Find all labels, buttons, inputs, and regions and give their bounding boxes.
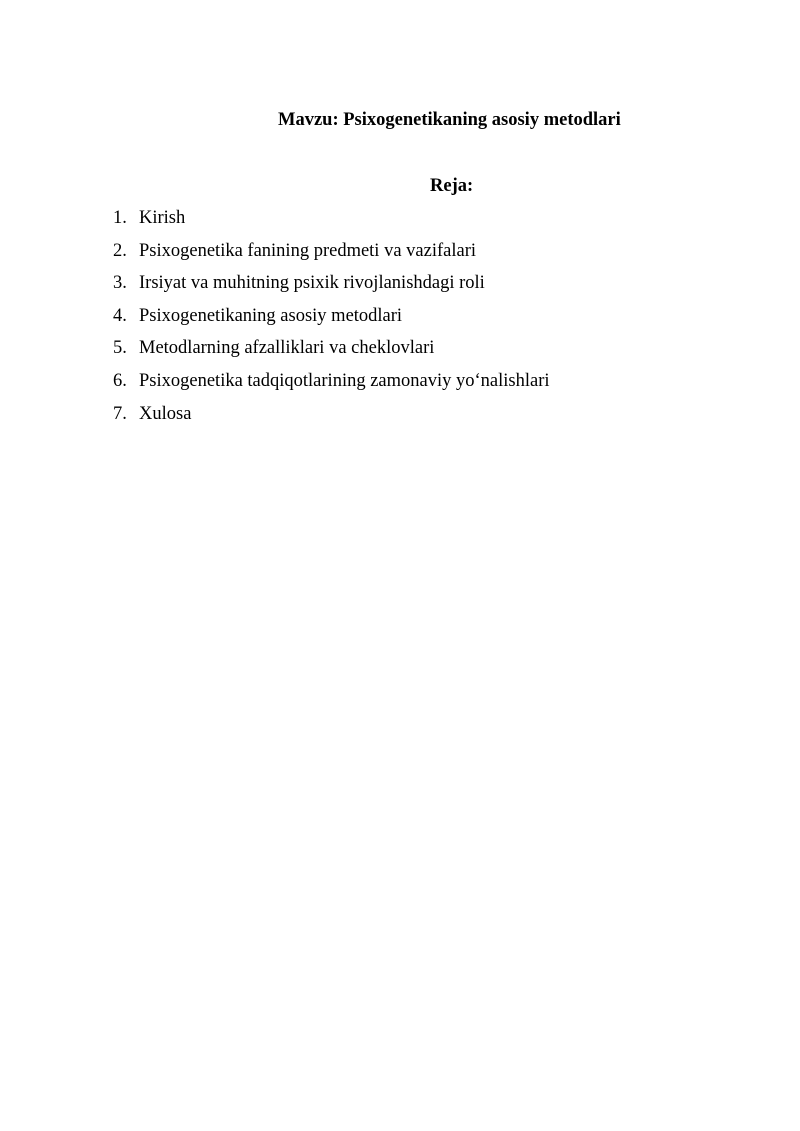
list-item-text: Irsiyat va muhitning psixik rivojlanishdagi roli — [139, 273, 485, 294]
list-item — [113, 304, 550, 337]
list-item-number: 3. — [113, 273, 127, 294]
list-item — [113, 271, 550, 304]
list-item — [113, 369, 550, 402]
list-item-text: Kirish — [139, 208, 186, 228]
list-item-text: Xulosa — [139, 403, 192, 424]
list-item-text: Metodlarning afzalliklari va cheklovlari — [139, 338, 435, 359]
document-title: Mavzu: Psixogenetikaning asosiy metodlari — [278, 110, 621, 130]
list-item-text: Psixogenetikaning asosiy metodlari — [139, 305, 403, 326]
list-item-number: 1. — [113, 208, 127, 228]
list-item — [113, 206, 550, 239]
list-item — [113, 402, 550, 435]
list-item-number: 4. — [113, 305, 127, 326]
list-item — [113, 336, 550, 369]
list-item-number: 2. — [113, 240, 127, 261]
plan-heading: Reja: — [430, 176, 474, 196]
list-item-number: 7. — [113, 403, 127, 424]
list-item-number: 6. — [113, 370, 127, 391]
list-item-number: 5. — [113, 338, 127, 359]
list-item-text: Psixogenetika fanining predmeti va vazifalari — [139, 240, 476, 261]
list-item — [113, 239, 550, 272]
list-item-text: Psixogenetika tadqiqotlarining zamonaviy yo‘nalishlari — [139, 370, 550, 391]
plan-list — [113, 206, 550, 434]
